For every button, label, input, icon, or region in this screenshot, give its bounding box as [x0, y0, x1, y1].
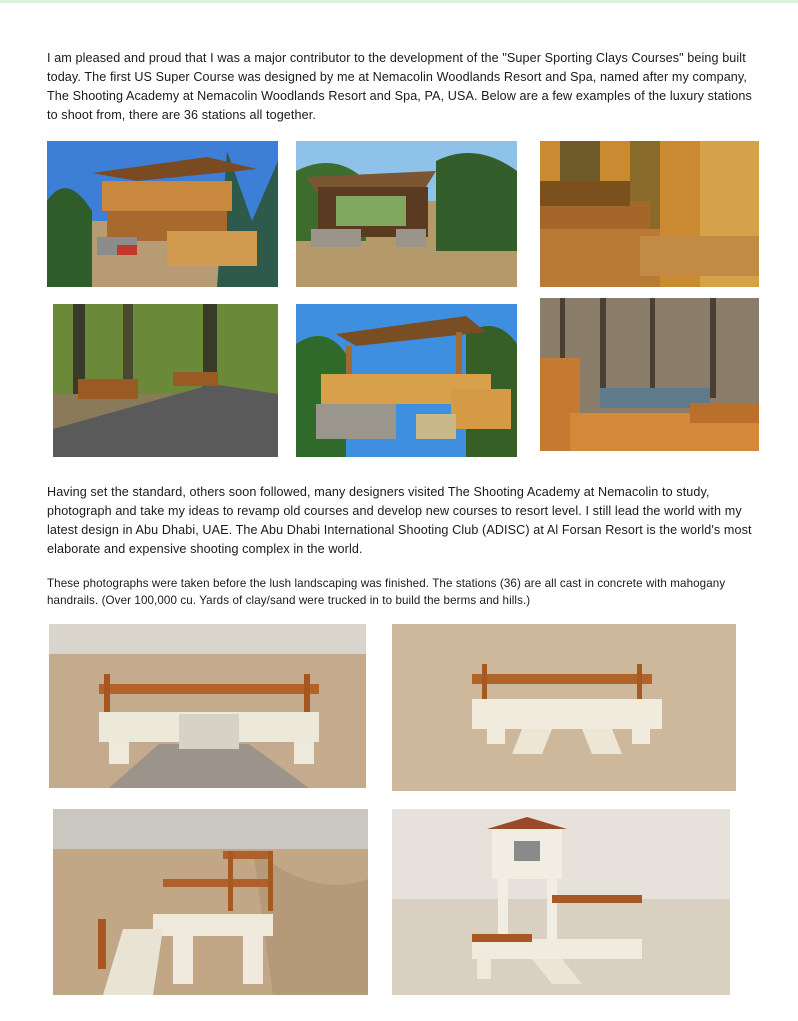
photo-note-paragraph: These photographs were taken before the lush landscaping was finished. The stations (36) are all cast in concrete with mahogany handrails. (Over 100,000 cu. Yards of clay/sand were trucked in to build the berms and hills.) [47, 577, 726, 607]
top-border [0, 0, 798, 3]
photo-adisc-double-stair-station [392, 624, 736, 791]
standard-paragraph: Having set the standard, others soon followed, many designers visited The Shooting Academy at Nemacolin to study, photograph and take my ideas to revamp old courses and develop new courses to resort level. I still lead the world with my latest design in Abu Dhabi, UAE. The Abu Dhabi International Shooting Club (ADISC) at Al Forsan Resort is the world's most elaborate and expensive shooting complex in the world. [47, 485, 752, 556]
photo-station-elevated-deck [47, 141, 278, 287]
photo-station-wooden-shelter [296, 141, 517, 287]
photo-station-raised-shelter [296, 304, 517, 457]
photo-station-paved-path [53, 304, 278, 457]
intro-paragraph: I am pleased and proud that I was a major contributor to the development of the "Super Sporting Clays Courses" being built today. The first US Super Course was designed by me at Nemacolin Woodlands Resort and Spa, named after my company, The Shooting Academy at Nemacolin Woodlands Resort and Spa, PA, USA. Below are a few examples of the luxury stations to shoot from, there are 36 stations all together. [47, 51, 752, 122]
photo-adisc-twin-stair-station [49, 624, 366, 788]
photo-adisc-corner-station [53, 809, 368, 995]
photo-station-creek-overlook [540, 298, 759, 451]
photo-adisc-tower-station [392, 809, 730, 995]
photo-station-forest-walkway [540, 141, 759, 287]
